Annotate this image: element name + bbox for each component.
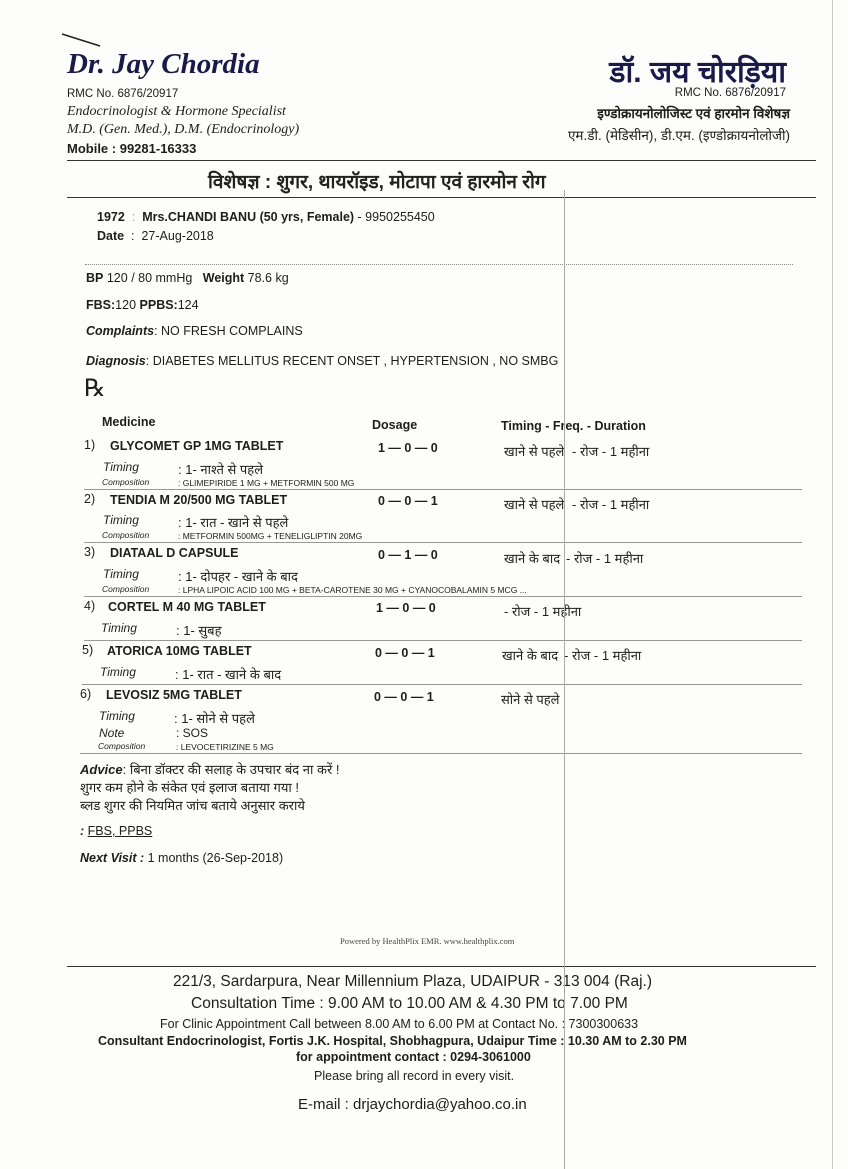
- med-4-number: 4): [84, 599, 96, 613]
- footer-email: E-mail : drjaychordia@yahoo.co.in: [298, 1096, 527, 1113]
- med-1-timing: : 1- नाश्ते से पहले: [178, 462, 264, 477]
- footer-records: Please bring all record in every visit.: [314, 1069, 515, 1083]
- bp-label: BP: [86, 271, 104, 285]
- footer-consultation-time: Consultation Time : 9.00 AM to 10.00 AM & 4.30 PM to 7.00 PM: [191, 995, 628, 1012]
- patient-phone: - 9950255450: [357, 210, 435, 224]
- med-4-frequency: - रोज - 1 महीना: [504, 604, 582, 619]
- med-4-divider: [84, 640, 802, 641]
- header-timing: Timing - Freq. - Duration: [501, 419, 646, 433]
- med-5-divider: [82, 684, 802, 685]
- med-4-timing-label: Timing: [101, 621, 137, 635]
- med-3-divider: [84, 596, 802, 597]
- med-2-composition-label: Composition: [102, 530, 150, 540]
- med-5-number: 5): [82, 643, 94, 657]
- header-medicine: Medicine: [102, 415, 156, 429]
- hindi-specialty: इण्डोक्रायनोलोजिस्ट एवं हारमोन विशेषज्ञ: [597, 106, 790, 121]
- hindi-rmc-number: RMC No. 6876/20917: [674, 87, 786, 99]
- med-5-frequency: - रोज - 1 महीना: [564, 648, 642, 663]
- med-4-dosage: 1 — 0 — 0: [376, 601, 436, 615]
- med-1-frequency: - रोज - 1 महीना: [572, 444, 650, 459]
- diagnosis-value: : DIABETES MELLITUS RECENT ONSET , HYPERTENSION , NO SMBG: [145, 354, 559, 368]
- fbs-label: FBS:: [86, 298, 116, 312]
- med-6-timing: : 1- सोने से पहले: [174, 711, 255, 726]
- scan-fold-line: [564, 190, 565, 1169]
- ppbs-value: 124: [177, 298, 199, 312]
- med-6-note: : SOS: [176, 726, 209, 740]
- footer-address: 221/3, Sardarpura, Near Millennium Plaza, UDAIPUR - 313 004 (Raj.): [173, 973, 652, 990]
- complaints-label: Complaints: [86, 324, 155, 338]
- advice-line-1: [80, 760, 340, 778]
- powered-by: Powered by HealthPlix EMR. www.healthplix.com: [340, 936, 515, 946]
- next-visit-line: [80, 851, 283, 865]
- med-5-when: खाने के बाद: [502, 648, 559, 663]
- vitals-line: [86, 271, 289, 285]
- med-2-when: खाने से पहले: [504, 497, 565, 512]
- med-1-composition-label: Composition: [102, 477, 150, 487]
- med-2-frequency: - रोज - 1 महीना: [572, 497, 650, 512]
- patient-id: 1972: [97, 210, 125, 224]
- med-1-name: GLYCOMET GP 1MG TABLET: [110, 439, 284, 453]
- med-6-note-label: Note: [99, 726, 125, 740]
- hindi-degrees: एम.डी. (मेडिसीन), डी.एम. (इण्डोक्रायनोलोजी): [567, 128, 790, 143]
- med-2-timing: : 1- रात - खाने से पहले: [178, 515, 289, 530]
- med-6-number: 6): [80, 687, 92, 701]
- ppbs-label: PPBS:: [139, 298, 178, 312]
- footer-appointment-contact: for appointment contact : 0294-3061000: [296, 1050, 531, 1064]
- weight-label: Weight: [202, 271, 245, 285]
- complaints-value: : NO FRESH COMPLAINS: [154, 324, 303, 338]
- med-6-divider: [80, 753, 802, 754]
- med-1-timing-label: Timing: [103, 460, 139, 474]
- patient-line: 1972 : Mrs.CHANDI BANU (50 yrs, Female) - 9950255450: [97, 210, 435, 224]
- specialty: Endocrinologist & Hormone Specialist: [67, 104, 286, 119]
- header-dosage: Dosage: [372, 418, 418, 432]
- med-6-composition-label: Composition: [98, 741, 146, 751]
- med-1-composition: : GLIMEPIRIDE 1 MG + METFORMIN 500 MG: [178, 478, 355, 488]
- med-3-frequency: - रोज - 1 महीना: [566, 551, 644, 566]
- med-6-when: सोने से पहले: [501, 692, 560, 707]
- scan-edge-line: [832, 0, 833, 1169]
- med-6-name: LEVOSIZ 5MG TABLET: [106, 688, 242, 702]
- med-2-name: TENDIA M 20/500 MG TABLET: [110, 493, 288, 507]
- date-label: Date: [97, 229, 125, 243]
- header-divider: [67, 160, 816, 161]
- advice-label: Advice: [80, 762, 123, 777]
- med-3-composition: : LPHA LIPOIC ACID 100 MG + BETA-CAROTENE 30 MG + CYANOCOBALAMIN 5 MCG ...: [178, 585, 527, 595]
- date-line: Date : 27-Aug-2018: [97, 229, 214, 243]
- med-5-timing-label: Timing: [100, 665, 136, 679]
- med-2-divider: [84, 542, 802, 543]
- med-1-divider: [84, 489, 802, 490]
- med-5-dosage: 0 — 0 — 1: [375, 646, 435, 660]
- tests-prefix: :: [80, 824, 85, 838]
- degrees: M.D. (Gen. Med.), D.M. (Endocrinology): [67, 122, 300, 137]
- next-visit-label: Next Visit :: [80, 851, 145, 865]
- med-3-dosage: 0 — 1 — 0: [378, 548, 438, 562]
- footer-consultant: Consultant Endocrinologist, Fortis J.K. Hospital, Shobhagpura, Udaipur Time : 10.30 AM to 2.30 PM: [98, 1034, 687, 1048]
- sugar-line: [86, 298, 199, 312]
- med-3-number: 3): [84, 545, 96, 559]
- med-3-composition-label: Composition: [102, 584, 150, 594]
- med-5-name: ATORICA 10MG TABLET: [107, 644, 252, 658]
- med-1-dosage: 1 — 0 — 0: [378, 441, 438, 455]
- patient-divider: [85, 264, 793, 265]
- pen-stroke-mark: [60, 30, 102, 50]
- tests-line: [80, 824, 152, 838]
- advice-text-2: शुगर कम होने के संकेत एवं इलाज बताया गया !: [80, 780, 299, 795]
- med-3-when: खाने के बाद: [504, 551, 561, 566]
- weight-value: 78.6 kg: [247, 271, 289, 285]
- advice-text-1: : बिना डॉक्टर की सलाह के उपचार बंद ना करें !: [122, 762, 340, 777]
- med-4-timing: : 1- सुबह: [176, 623, 222, 638]
- med-5-timing: : 1- रात - खाने के बाद: [175, 667, 282, 682]
- complaints-line: [86, 324, 303, 338]
- med-3-timing: : 1- दोपहर - खाने के बाद: [178, 569, 298, 584]
- med-3-timing-label: Timing: [103, 567, 139, 581]
- med-6-composition: : LEVOCETIRIZINE 5 MG: [176, 742, 274, 752]
- patient-name: Mrs.CHANDI BANU (50 yrs, Female): [142, 210, 355, 224]
- specialist-divider: [67, 197, 816, 198]
- med-1-number: 1): [84, 438, 96, 452]
- med-2-composition: : METFORMIN 500MG + TENELIGLIPTIN 20MG: [178, 531, 363, 541]
- med-2-timing-label: Timing: [103, 513, 139, 527]
- hindi-doctor-name: डॉ. जय चोरड़िया: [609, 56, 786, 89]
- doctor-name: Dr. Jay Chordia: [67, 48, 260, 80]
- visit-date: 27-Aug-2018: [141, 229, 214, 243]
- advice-text-3: ब्लड शुगर की नियमित जांच बताये अनुसार कराये: [80, 798, 305, 813]
- rx-icon: ℞: [84, 376, 106, 402]
- med-6-dosage: 0 — 0 — 1: [374, 690, 434, 704]
- med-2-dosage: 0 — 0 — 1: [378, 494, 438, 508]
- specialist-line: विशेषज्ञ : शुगर, थायरॉइड, मोटापा एवं हारमोन रोग: [208, 172, 546, 193]
- rmc-number: RMC No. 6876/20917: [67, 88, 179, 100]
- mobile: Mobile : 99281-16333: [67, 141, 197, 156]
- med-6-timing-label: Timing: [99, 709, 135, 723]
- med-2-number: 2): [84, 492, 96, 506]
- footer-appointment: For Clinic Appointment Call between 8.00 AM to 6.00 PM at Contact No. : 7300300633: [160, 1017, 639, 1031]
- med-3-name: DIATAAL D CAPSULE: [110, 546, 239, 560]
- tests-value: FBS, PPBS: [87, 824, 153, 838]
- med-4-name: CORTEL M 40 MG TABLET: [108, 600, 266, 614]
- med-1-when: खाने से पहले: [504, 444, 565, 459]
- diagnosis-label: Diagnosis: [86, 354, 146, 368]
- diagnosis-line: [86, 354, 558, 368]
- footer-divider: [67, 966, 816, 967]
- fbs-value: 120: [115, 298, 137, 312]
- next-visit-value: 1 months (26-Sep-2018): [147, 851, 284, 865]
- bp-value: 120 / 80 mmHg: [106, 271, 193, 285]
